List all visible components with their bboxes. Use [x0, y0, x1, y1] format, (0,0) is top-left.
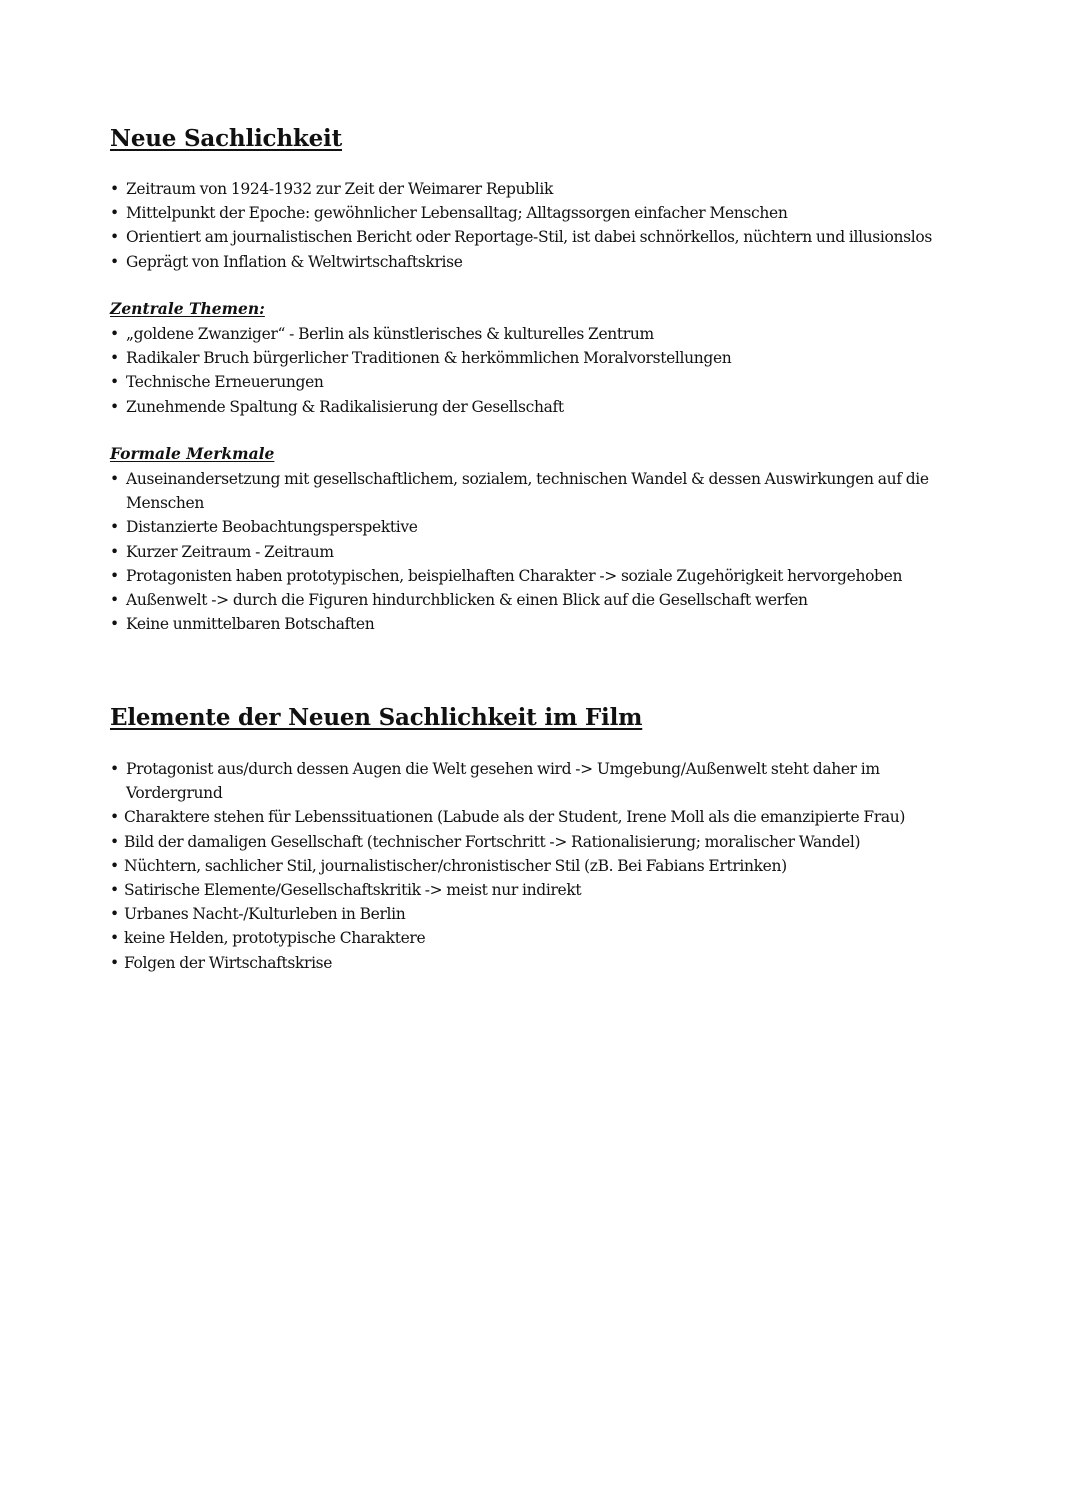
- list-item: • Distanzierte Beobachtungsperspektive: [110, 515, 950, 539]
- list-item: • „goldene Zwanziger“ - Berlin als künstlerisches & kulturelles Zentrum: [110, 322, 950, 346]
- section-title-neue-sachlichkeit: Neue Sachlichkeit: [110, 125, 342, 152]
- list-item: • Satirische Elemente/Gesellschaftskritik -> meist nur indirekt: [110, 878, 950, 902]
- subheading-formale-merkmale: Formale Merkmale: [110, 444, 275, 463]
- list-item: • Auseinandersetzung mit gesellschaftlichem, sozialem, technischen Wandel & dessen Auswirkungen auf die Menschen: [110, 467, 950, 515]
- list-item: • Folgen der Wirtschaftskrise: [110, 951, 950, 975]
- list-item: • Zunehmende Spaltung & Radikalisierung der Gesellschaft: [110, 395, 950, 419]
- themes-list: [110, 322, 950, 419]
- list-item: • Urbanes Nacht-/Kulturleben in Berlin: [110, 902, 950, 926]
- list-item: • keine Helden, prototypische Charaktere: [110, 926, 950, 950]
- list-item: • Technische Erneuerungen: [110, 370, 950, 394]
- list-item: • Protagonisten haben prototypischen, beispielhaften Charakter -> soziale Zugehörigkeit hervorgehoben: [110, 564, 950, 588]
- list-item: • Zeitraum von 1924-1932 zur Zeit der Weimarer Republik: [110, 177, 950, 201]
- list-item: • Radikaler Bruch bürgerlicher Traditionen & herkömmlichen Moralvorstellungen: [110, 346, 950, 370]
- list-item: • Kurzer Zeitraum - Zeitraum: [110, 540, 950, 564]
- list-item: • Charaktere stehen für Lebenssituationen (Labude als der Student, Irene Moll als die emanzipierte Frau): [110, 805, 950, 829]
- subheading-zentrale-themen: Zentrale Themen:: [110, 299, 265, 318]
- formal-features-list: [110, 467, 950, 636]
- list-item: • Orientiert am journalistischen Bericht oder Reportage-Stil, ist dabei schnörkellos, nüchtern und illusionslos: [110, 225, 950, 249]
- list-item: • Außenwelt -> durch die Figuren hindurchblicken & einen Blick auf die Gesellschaft werfen: [110, 588, 950, 612]
- list-item: • Keine unmittelbaren Botschaften: [110, 612, 950, 636]
- list-item: • Protagonist aus/durch dessen Augen die Welt gesehen wird -> Umgebung/Außenwelt steht daher im Vordergrund: [110, 757, 950, 805]
- intro-list: [110, 177, 950, 274]
- list-item: • Mittelpunkt der Epoche: gewöhnlicher Lebensalltag; Alltagssorgen einfacher Menschen: [110, 201, 950, 225]
- film-elements-list: [110, 757, 950, 975]
- list-item: • Bild der damaligen Gesellschaft (technischer Fortschritt -> Rationalisierung; moralischer Wandel): [110, 830, 950, 854]
- list-item: • Nüchtern, sachlicher Stil, journalistischer/chronistischer Stil (zB. Bei Fabians Ertrinken): [110, 854, 950, 878]
- list-item: • Geprägt von Inflation & Weltwirtschaftskrise: [110, 250, 950, 274]
- section-title-elemente-im-film: Elemente der Neuen Sachlichkeit im Film: [110, 704, 643, 731]
